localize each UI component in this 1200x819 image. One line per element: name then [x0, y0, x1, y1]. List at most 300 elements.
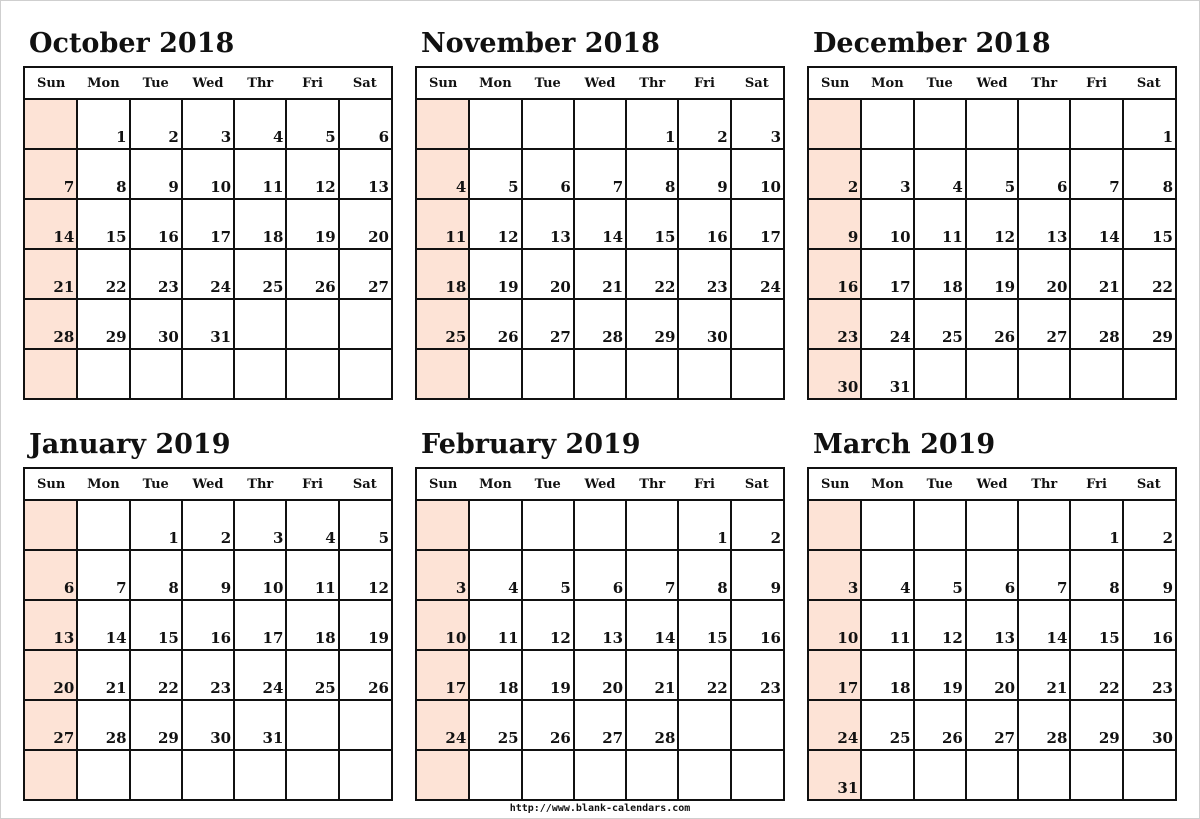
- day-cell: [77, 349, 129, 399]
- day-cell: [914, 500, 966, 550]
- weekday-header: Thr: [234, 67, 286, 99]
- day-cell: [1018, 500, 1070, 550]
- day-cell: 7: [574, 149, 626, 199]
- day-cell: [339, 349, 392, 399]
- weekday-header: Sat: [731, 67, 784, 99]
- week-row: [24, 500, 392, 550]
- day-cell: 21: [626, 650, 678, 700]
- day-cell: 11: [286, 550, 338, 600]
- month-title: February 2019: [421, 429, 641, 460]
- day-cell: 25: [234, 249, 286, 299]
- sunday-cell: 4: [416, 149, 469, 199]
- weekday-header: Wed: [182, 468, 234, 500]
- sunday-cell: [808, 500, 861, 550]
- weekday-header: Wed: [182, 67, 234, 99]
- sunday-cell: [416, 99, 469, 149]
- day-cell: 19: [966, 249, 1018, 299]
- day-cell: 9: [731, 550, 784, 600]
- day-cell: 5: [966, 149, 1018, 199]
- day-cell: 28: [626, 700, 678, 750]
- day-cell: [1123, 750, 1176, 800]
- day-cell: [574, 750, 626, 800]
- day-cell: [966, 500, 1018, 550]
- week-row: [24, 349, 392, 399]
- day-cell: 16: [678, 199, 730, 249]
- day-cell: [678, 750, 730, 800]
- day-cell: 26: [286, 249, 338, 299]
- day-cell: 8: [1070, 550, 1122, 600]
- weekday-header: Thr: [1018, 468, 1070, 500]
- day-cell: 4: [234, 99, 286, 149]
- sunday-cell: 27: [24, 700, 77, 750]
- day-cell: 23: [130, 249, 182, 299]
- week-row: [808, 349, 1176, 399]
- week-row: [808, 600, 1176, 650]
- day-cell: 5: [286, 99, 338, 149]
- day-cell: 13: [966, 600, 1018, 650]
- sunday-cell: 16: [808, 249, 861, 299]
- day-cell: 21: [574, 249, 626, 299]
- day-cell: 9: [1123, 550, 1176, 600]
- week-row: [24, 750, 392, 800]
- week-row: [808, 99, 1176, 149]
- weekday-header: Mon: [861, 67, 913, 99]
- sunday-cell: 28: [24, 299, 77, 349]
- day-cell: 18: [914, 249, 966, 299]
- day-cell: 17: [182, 199, 234, 249]
- day-cell: [77, 500, 129, 550]
- sunday-cell: 30: [808, 349, 861, 399]
- day-cell: 10: [182, 149, 234, 199]
- sunday-cell: 17: [808, 650, 861, 700]
- day-cell: [574, 500, 626, 550]
- day-cell: 1: [130, 500, 182, 550]
- day-cell: 7: [77, 550, 129, 600]
- week-row: [416, 500, 784, 550]
- day-cell: 16: [130, 199, 182, 249]
- week-row: [24, 650, 392, 700]
- sunday-cell: 13: [24, 600, 77, 650]
- day-cell: 1: [626, 99, 678, 149]
- sunday-cell: 2: [808, 149, 861, 199]
- sunday-cell: [416, 349, 469, 399]
- day-cell: 2: [182, 500, 234, 550]
- day-cell: 28: [1070, 299, 1122, 349]
- day-cell: 1: [1070, 500, 1122, 550]
- day-cell: 15: [77, 199, 129, 249]
- week-row: [416, 600, 784, 650]
- day-cell: 19: [914, 650, 966, 700]
- day-cell: 22: [1070, 650, 1122, 700]
- day-cell: 23: [1123, 650, 1176, 700]
- day-cell: 3: [731, 99, 784, 149]
- weekday-header: Mon: [77, 67, 129, 99]
- day-cell: [77, 750, 129, 800]
- week-row: [24, 550, 392, 600]
- weekday-header: Thr: [626, 468, 678, 500]
- weekday-header: Fri: [1070, 67, 1122, 99]
- day-cell: 18: [286, 600, 338, 650]
- day-cell: 3: [182, 99, 234, 149]
- sunday-cell: 18: [416, 249, 469, 299]
- day-cell: [731, 299, 784, 349]
- day-cell: 22: [77, 249, 129, 299]
- day-cell: 23: [731, 650, 784, 700]
- day-cell: [861, 99, 913, 149]
- day-cell: 9: [182, 550, 234, 600]
- day-cell: 21: [1018, 650, 1070, 700]
- weekday-header: Fri: [678, 468, 730, 500]
- month-grid: [807, 66, 1177, 400]
- weekday-header: Sun: [416, 67, 469, 99]
- week-row: [416, 299, 784, 349]
- day-cell: 26: [469, 299, 521, 349]
- weekday-header: Sat: [339, 67, 392, 99]
- sunday-cell: [416, 750, 469, 800]
- day-cell: 26: [339, 650, 392, 700]
- day-cell: 7: [1070, 149, 1122, 199]
- day-cell: 20: [339, 199, 392, 249]
- week-row: [416, 99, 784, 149]
- day-cell: 23: [182, 650, 234, 700]
- month-title: October 2018: [29, 28, 235, 59]
- weekday-header: Mon: [469, 468, 521, 500]
- day-cell: 19: [286, 199, 338, 249]
- day-cell: 8: [130, 550, 182, 600]
- day-cell: [966, 750, 1018, 800]
- day-cell: [626, 500, 678, 550]
- day-cell: 5: [522, 550, 574, 600]
- day-cell: 4: [469, 550, 521, 600]
- week-row: [416, 149, 784, 199]
- week-row: [416, 249, 784, 299]
- weekday-header: Tue: [914, 67, 966, 99]
- day-cell: 6: [966, 550, 1018, 600]
- day-cell: [731, 349, 784, 399]
- sunday-cell: 3: [416, 550, 469, 600]
- weekday-header: Sun: [808, 67, 861, 99]
- week-row: [416, 700, 784, 750]
- day-cell: 18: [861, 650, 913, 700]
- sunday-cell: 23: [808, 299, 861, 349]
- day-cell: [966, 99, 1018, 149]
- week-row: [24, 149, 392, 199]
- day-cell: [130, 349, 182, 399]
- day-cell: 17: [861, 249, 913, 299]
- week-row: [808, 650, 1176, 700]
- day-cell: 24: [731, 249, 784, 299]
- day-cell: [286, 349, 338, 399]
- day-cell: 14: [574, 199, 626, 249]
- day-cell: [914, 750, 966, 800]
- day-cell: 3: [861, 149, 913, 199]
- weekday-header: Tue: [914, 468, 966, 500]
- day-cell: [234, 299, 286, 349]
- day-cell: 26: [522, 700, 574, 750]
- day-cell: [626, 349, 678, 399]
- day-cell: 16: [731, 600, 784, 650]
- day-cell: [339, 299, 392, 349]
- day-cell: 15: [1070, 600, 1122, 650]
- weekday-header: Wed: [966, 67, 1018, 99]
- day-cell: 30: [1123, 700, 1176, 750]
- day-cell: 29: [626, 299, 678, 349]
- week-row: [416, 199, 784, 249]
- day-cell: [182, 750, 234, 800]
- weekday-header: Thr: [626, 67, 678, 99]
- day-cell: 11: [234, 149, 286, 199]
- day-cell: 5: [914, 550, 966, 600]
- month-title: January 2019: [29, 429, 231, 460]
- day-cell: [234, 750, 286, 800]
- sunday-cell: [24, 500, 77, 550]
- week-row: [416, 650, 784, 700]
- weekday-header: Wed: [574, 67, 626, 99]
- day-cell: 28: [574, 299, 626, 349]
- day-cell: [522, 99, 574, 149]
- day-cell: [574, 99, 626, 149]
- week-row: [808, 199, 1176, 249]
- day-cell: 15: [130, 600, 182, 650]
- day-cell: 1: [678, 500, 730, 550]
- day-cell: 12: [966, 199, 1018, 249]
- day-cell: 24: [861, 299, 913, 349]
- day-cell: 1: [77, 99, 129, 149]
- weekday-header: Tue: [130, 67, 182, 99]
- weekday-header: Sun: [24, 67, 77, 99]
- sunday-cell: 7: [24, 149, 77, 199]
- day-cell: 8: [1123, 149, 1176, 199]
- day-cell: 31: [861, 349, 913, 399]
- day-cell: 22: [678, 650, 730, 700]
- day-cell: 4: [914, 149, 966, 199]
- day-cell: [1018, 349, 1070, 399]
- day-cell: 24: [182, 249, 234, 299]
- day-cell: 19: [469, 249, 521, 299]
- sunday-cell: 24: [808, 700, 861, 750]
- day-cell: 27: [1018, 299, 1070, 349]
- sunday-cell: 10: [808, 600, 861, 650]
- day-cell: [966, 349, 1018, 399]
- day-cell: 11: [469, 600, 521, 650]
- weekday-header: Tue: [522, 468, 574, 500]
- day-cell: [286, 700, 338, 750]
- sunday-cell: 25: [416, 299, 469, 349]
- day-cell: 29: [1123, 299, 1176, 349]
- month-title: December 2018: [813, 28, 1051, 59]
- weekday-header: Tue: [130, 468, 182, 500]
- month-grid: [415, 66, 785, 400]
- weekday-header: Sat: [1123, 67, 1176, 99]
- day-cell: 7: [1018, 550, 1070, 600]
- day-cell: 18: [234, 199, 286, 249]
- day-cell: 2: [678, 99, 730, 149]
- week-row: [24, 600, 392, 650]
- day-cell: 21: [1070, 249, 1122, 299]
- sunday-cell: 6: [24, 550, 77, 600]
- weekday-header: Mon: [861, 468, 913, 500]
- day-cell: 29: [130, 700, 182, 750]
- weekday-header: Mon: [77, 468, 129, 500]
- week-row: [24, 299, 392, 349]
- weekday-header: Thr: [1018, 67, 1070, 99]
- day-cell: [914, 349, 966, 399]
- week-row: [808, 249, 1176, 299]
- day-cell: 17: [731, 199, 784, 249]
- day-cell: 10: [731, 149, 784, 199]
- week-row: [808, 750, 1176, 800]
- day-cell: [1070, 349, 1122, 399]
- day-cell: [574, 349, 626, 399]
- day-cell: [861, 500, 913, 550]
- week-row: [808, 700, 1176, 750]
- sunday-cell: 10: [416, 600, 469, 650]
- day-cell: 31: [182, 299, 234, 349]
- day-cell: [678, 349, 730, 399]
- sunday-cell: 21: [24, 249, 77, 299]
- day-cell: [286, 299, 338, 349]
- week-row: [416, 349, 784, 399]
- week-row: [416, 750, 784, 800]
- week-row: [808, 149, 1176, 199]
- sunday-cell: 20: [24, 650, 77, 700]
- day-cell: 11: [861, 600, 913, 650]
- day-cell: 8: [626, 149, 678, 199]
- day-cell: [1018, 99, 1070, 149]
- day-cell: 12: [522, 600, 574, 650]
- weekday-header: Fri: [286, 67, 338, 99]
- day-cell: 15: [678, 600, 730, 650]
- weekday-header: Sun: [808, 468, 861, 500]
- day-cell: 15: [626, 199, 678, 249]
- day-cell: 18: [469, 650, 521, 700]
- day-cell: 28: [1018, 700, 1070, 750]
- day-cell: 1: [1123, 99, 1176, 149]
- sunday-cell: 3: [808, 550, 861, 600]
- day-cell: [182, 349, 234, 399]
- weekday-header: Sat: [731, 468, 784, 500]
- month-grid: [23, 66, 393, 400]
- week-row: [24, 700, 392, 750]
- day-cell: 5: [339, 500, 392, 550]
- day-cell: 10: [234, 550, 286, 600]
- day-cell: [678, 700, 730, 750]
- weekday-header: Fri: [286, 468, 338, 500]
- day-cell: [1123, 349, 1176, 399]
- day-cell: 7: [626, 550, 678, 600]
- weekday-header: Wed: [574, 468, 626, 500]
- day-cell: 2: [731, 500, 784, 550]
- day-cell: 5: [469, 149, 521, 199]
- day-cell: 21: [77, 650, 129, 700]
- day-cell: 6: [1018, 149, 1070, 199]
- sunday-cell: 31: [808, 750, 861, 800]
- day-cell: [469, 99, 521, 149]
- day-cell: 20: [522, 249, 574, 299]
- day-cell: 2: [1123, 500, 1176, 550]
- day-cell: [1018, 750, 1070, 800]
- day-cell: 13: [522, 199, 574, 249]
- weekday-header: Sun: [24, 468, 77, 500]
- day-cell: 13: [1018, 199, 1070, 249]
- day-cell: 19: [522, 650, 574, 700]
- day-cell: 25: [469, 700, 521, 750]
- day-cell: 22: [1123, 249, 1176, 299]
- day-cell: 20: [1018, 249, 1070, 299]
- week-row: [808, 500, 1176, 550]
- day-cell: 6: [522, 149, 574, 199]
- day-cell: 8: [77, 149, 129, 199]
- day-cell: 27: [522, 299, 574, 349]
- day-cell: [522, 349, 574, 399]
- day-cell: 30: [678, 299, 730, 349]
- sunday-cell: [24, 99, 77, 149]
- sunday-cell: 17: [416, 650, 469, 700]
- day-cell: 6: [574, 550, 626, 600]
- day-cell: 4: [861, 550, 913, 600]
- week-row: [24, 199, 392, 249]
- day-cell: 14: [77, 600, 129, 650]
- day-cell: 26: [966, 299, 1018, 349]
- month-grid: [415, 467, 785, 801]
- sunday-cell: [808, 99, 861, 149]
- sunday-cell: [416, 500, 469, 550]
- weekday-header: Mon: [469, 67, 521, 99]
- day-cell: [469, 500, 521, 550]
- day-cell: 13: [339, 149, 392, 199]
- weekday-header: Tue: [522, 67, 574, 99]
- day-cell: 10: [861, 199, 913, 249]
- day-cell: 31: [234, 700, 286, 750]
- day-cell: 27: [574, 700, 626, 750]
- day-cell: [130, 750, 182, 800]
- weekday-header: Sat: [339, 468, 392, 500]
- weekday-header: Sun: [416, 468, 469, 500]
- day-cell: 8: [678, 550, 730, 600]
- day-cell: 26: [914, 700, 966, 750]
- sunday-cell: [24, 750, 77, 800]
- month-grid: [23, 467, 393, 801]
- day-cell: 16: [182, 600, 234, 650]
- day-cell: 14: [1070, 199, 1122, 249]
- day-cell: 2: [130, 99, 182, 149]
- day-cell: 9: [130, 149, 182, 199]
- week-row: [416, 550, 784, 600]
- day-cell: [861, 750, 913, 800]
- day-cell: 12: [286, 149, 338, 199]
- day-cell: [522, 750, 574, 800]
- day-cell: 30: [182, 700, 234, 750]
- day-cell: [469, 750, 521, 800]
- day-cell: 25: [286, 650, 338, 700]
- day-cell: 20: [574, 650, 626, 700]
- day-cell: [286, 750, 338, 800]
- day-cell: [731, 700, 784, 750]
- day-cell: 27: [966, 700, 1018, 750]
- day-cell: 15: [1123, 199, 1176, 249]
- day-cell: 3: [234, 500, 286, 550]
- day-cell: 14: [1018, 600, 1070, 650]
- day-cell: 13: [574, 600, 626, 650]
- week-row: [24, 249, 392, 299]
- day-cell: 14: [626, 600, 678, 650]
- day-cell: 27: [339, 249, 392, 299]
- weekday-header: Fri: [678, 67, 730, 99]
- week-row: [24, 99, 392, 149]
- day-cell: [731, 750, 784, 800]
- day-cell: 23: [678, 249, 730, 299]
- weekday-header: Sat: [1123, 468, 1176, 500]
